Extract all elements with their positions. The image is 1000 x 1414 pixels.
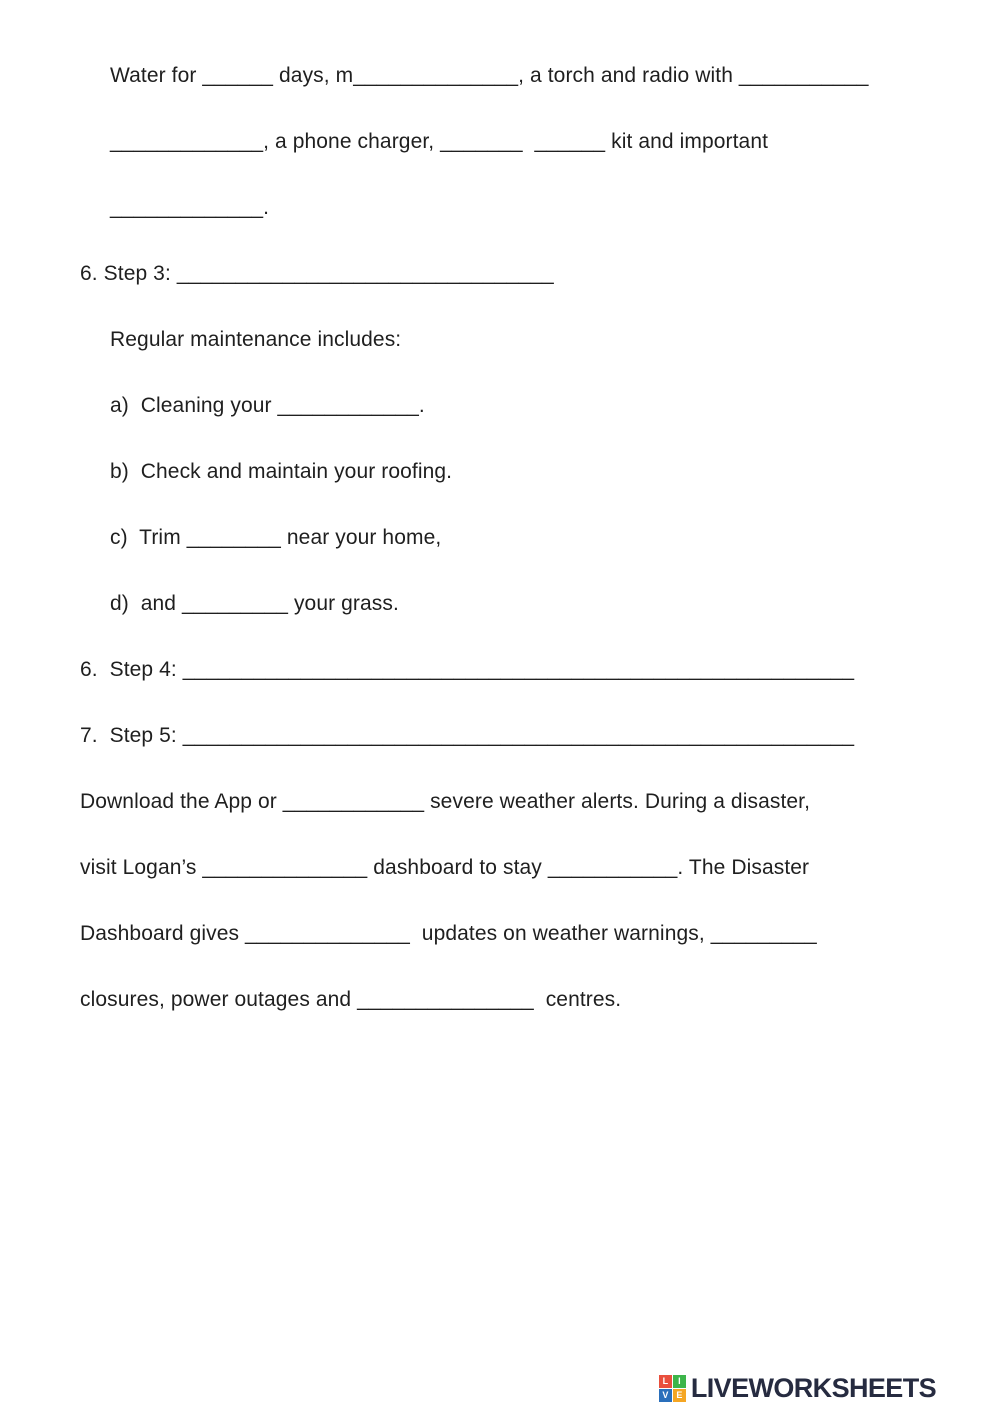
heading-step-3: 6. Step 3: ________________________________: [80, 262, 554, 285]
list-item-d: d) and _________ your grass.: [110, 592, 399, 615]
line-supplies-3: _____________.: [110, 196, 270, 219]
para-download-line-4: closures, power outages and _______________ centres.: [80, 988, 622, 1011]
logo-tile-l: L: [659, 1375, 672, 1388]
line-maintenance-intro: Regular maintenance includes:: [110, 328, 402, 351]
logo-tile-e: E: [673, 1389, 686, 1402]
line-supplies-2: _____________, a phone charger, _______ ______ kit and important: [110, 130, 769, 153]
para-download-line-3: Dashboard gives ______________ updates on weather warnings, _________: [80, 922, 817, 945]
list-item-a: a) Cleaning your ____________.: [110, 394, 425, 417]
heading-step-5: 7. Step 5: _________________________________________________________: [80, 724, 855, 747]
para-download-line-1: Download the App or ____________ severe weather alerts. During a disaster,: [80, 790, 811, 813]
logo-tile-i: I: [673, 1375, 686, 1388]
list-item-b: b) Check and maintain your roofing.: [110, 460, 453, 483]
logo-tile-v: V: [659, 1389, 672, 1402]
liveworksheets-logo: [659, 1375, 936, 1402]
line-water-supplies: Water for ______ days, m______________, a torch and radio with ___________: [110, 64, 869, 87]
para-download-line-2: visit Logan’s ______________ dashboard to stay ___________. The Disaster: [80, 856, 810, 879]
heading-step-4: 6. Step 4: _________________________________________________________: [80, 658, 855, 681]
list-item-c: c) Trim ________ near your home,: [110, 526, 442, 549]
liveworksheets-logo-icon: [659, 1375, 686, 1402]
liveworksheets-wordmark: LIVEWORKSHEETS: [690, 1373, 936, 1403]
